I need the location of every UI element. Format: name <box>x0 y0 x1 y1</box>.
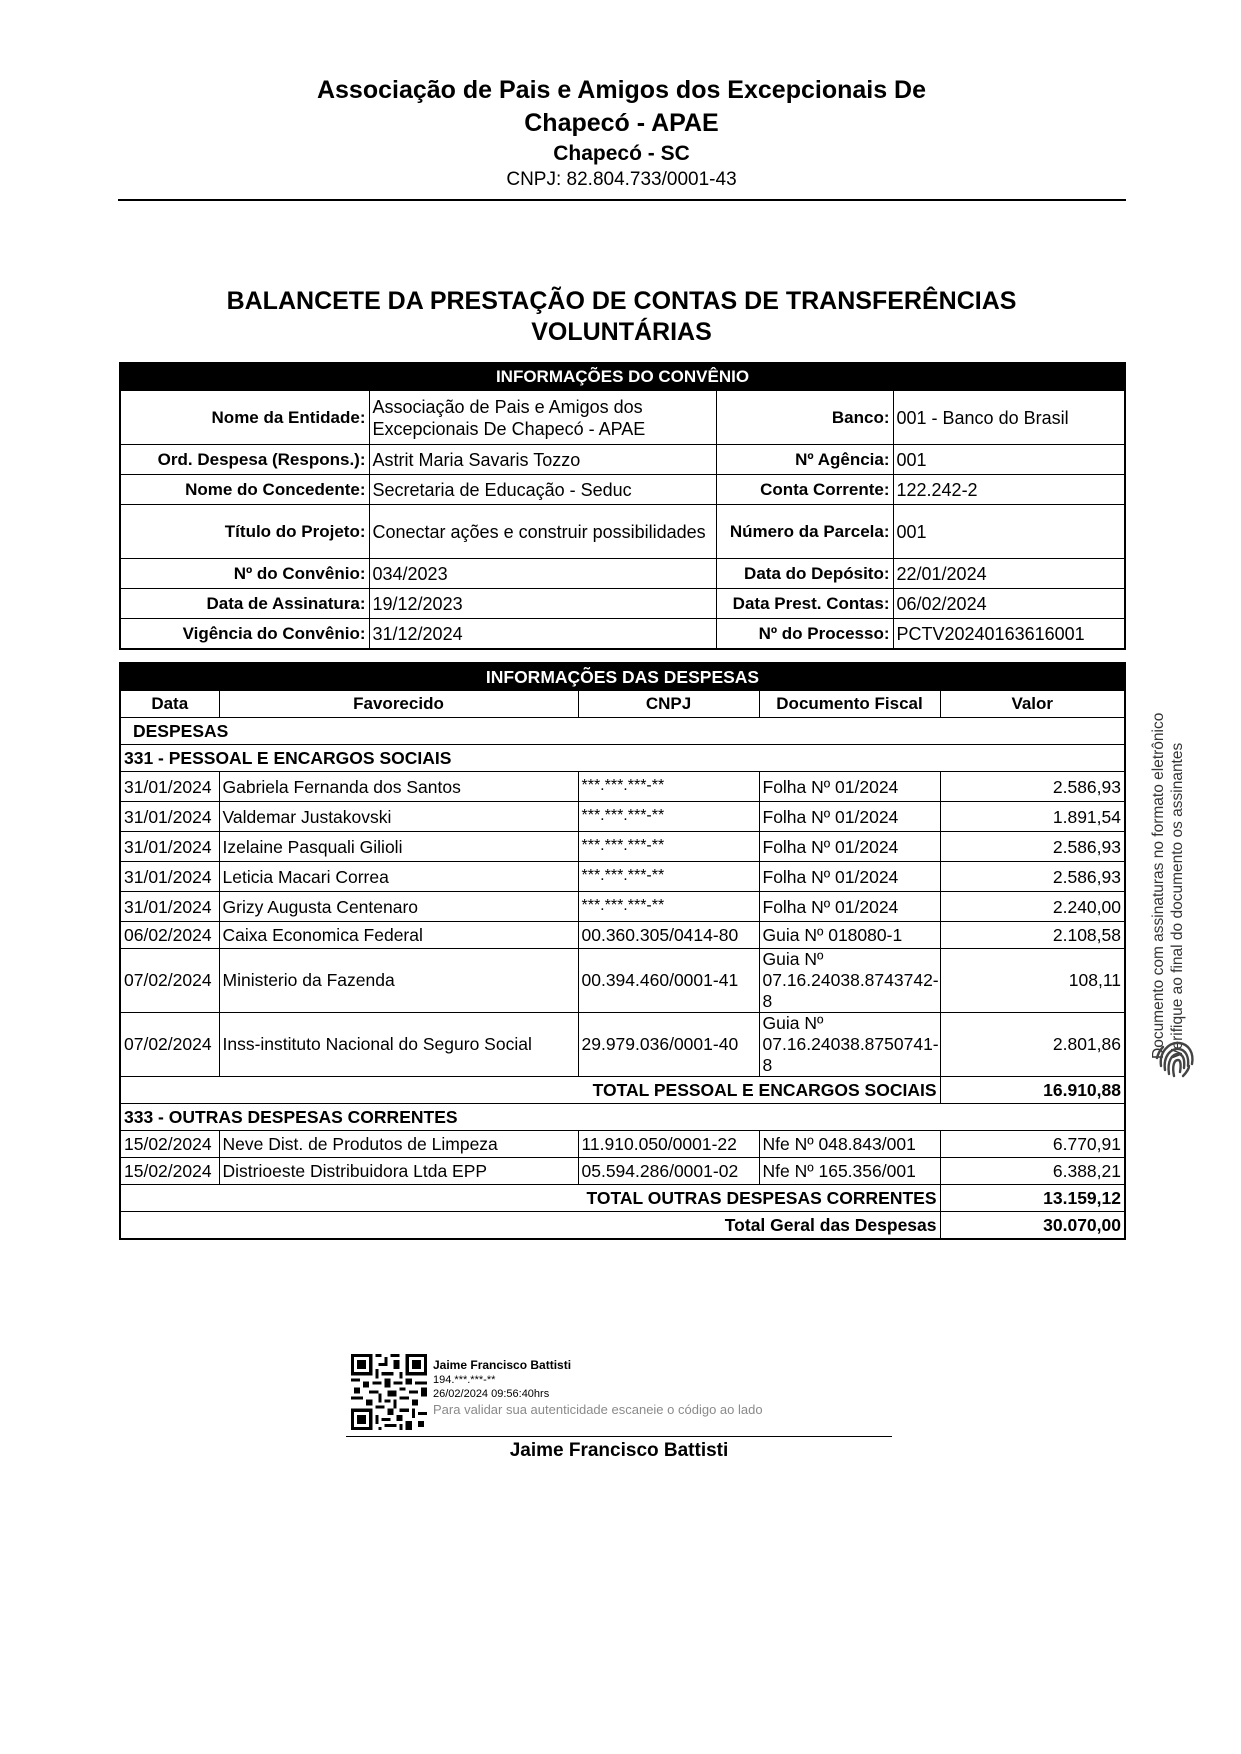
cell-documento: Nfe Nº 165.356/001 <box>759 1158 940 1185</box>
table-row <box>120 922 1125 949</box>
despesas-heading: INFORMAÇÕES DAS DESPESAS <box>120 663 1125 691</box>
header-divider <box>118 199 1126 201</box>
section-total-value: 16.910,88 <box>940 1077 1125 1104</box>
col-header-documento: Documento Fiscal <box>759 691 940 718</box>
value-data-deposito: 22/01/2024 <box>893 559 1125 589</box>
signer-cpf: 194.***.***-** <box>433 1374 496 1386</box>
value-ord-despesa: Astrit Maria Savaris Tozzo <box>369 445 716 475</box>
cell-cnpj: 11.910.050/0001-22 <box>578 1131 759 1158</box>
table-row <box>120 862 1125 892</box>
cell-favorecido: Ministerio da Fazenda <box>219 949 578 1013</box>
cell-data: 31/01/2024 <box>120 772 219 802</box>
value-titulo-projeto: Conectar ações e construir possibilidades <box>369 505 716 559</box>
despesas-table <box>119 662 1126 1240</box>
label-data-assinatura: Data de Assinatura: <box>120 589 369 619</box>
table-row <box>120 1131 1125 1158</box>
table-row <box>120 772 1125 802</box>
cell-data: 15/02/2024 <box>120 1158 219 1185</box>
group-label: DESPESAS <box>120 718 1125 745</box>
cell-data: 07/02/2024 <box>120 1013 219 1077</box>
col-header-favorecido: Favorecido <box>219 691 578 718</box>
cell-valor: 108,11 <box>940 949 1125 1013</box>
label-numero-parcela: Número da Parcela: <box>716 505 893 559</box>
value-data-assinatura: 19/12/2023 <box>369 589 716 619</box>
cell-documento: Folha Nº 01/2024 <box>759 832 940 862</box>
cell-cnpj: 00.360.305/0414-80 <box>578 922 759 949</box>
cell-data: 15/02/2024 <box>120 1131 219 1158</box>
grand-total-label: Total Geral das Despesas <box>120 1212 940 1240</box>
label-titulo-projeto: Título do Projeto: <box>120 505 369 559</box>
signer-name-small: Jaime Francisco Battisti <box>433 1358 572 1372</box>
cell-valor: 2.108,58 <box>940 922 1125 949</box>
col-header-cnpj: CNPJ <box>578 691 759 718</box>
section-title: 333 - OUTRAS DESPESAS CORRENTES <box>120 1104 1125 1131</box>
label-conta-corrente: Conta Corrente: <box>716 475 893 505</box>
cell-cnpj: 05.594.286/0001-02 <box>578 1158 759 1185</box>
cell-valor: 6.388,21 <box>940 1158 1125 1185</box>
label-data-prest-contas: Data Prest. Contas: <box>716 589 893 619</box>
value-numero-convenio: 034/2023 <box>369 559 716 589</box>
value-agencia: 001 <box>893 445 1125 475</box>
cell-favorecido: Izelaine Pasquali Gilioli <box>219 832 578 862</box>
section-title: 331 - PESSOAL E ENCARGOS SOCIAIS <box>120 745 1125 772</box>
label-ord-despesa: Ord. Despesa (Respons.): <box>120 445 369 475</box>
table-row <box>120 802 1125 832</box>
signature-block <box>346 1354 892 1444</box>
cell-favorecido: Leticia Macari Correa <box>219 862 578 892</box>
cell-data: 06/02/2024 <box>120 922 219 949</box>
cell-cnpj: ***.***.***-** <box>578 802 759 832</box>
value-nome-entidade: Associação de Pais e Amigos dos Excepcionais De Chapecó - APAE <box>369 391 716 445</box>
label-data-deposito: Data do Depósito: <box>716 559 893 589</box>
cell-documento: Folha Nº 01/2024 <box>759 862 940 892</box>
value-numero-processo: PCTV20240163616001 <box>893 619 1125 650</box>
e-signature-notice-line1: Documento com assinaturas no formato eletrônico <box>1150 712 1167 1059</box>
e-signature-notice <box>1148 598 1210 1078</box>
signer-name: Jaime Francisco Battisti <box>509 1440 729 1461</box>
cell-favorecido: Grizy Augusta Centenaro <box>219 892 578 922</box>
cell-documento: Folha Nº 01/2024 <box>759 802 940 832</box>
label-nome-entidade: Nome da Entidade: <box>120 391 369 445</box>
org-cnpj: CNPJ: 82.804.733/0001-43 <box>506 169 737 190</box>
value-data-prest-contas: 06/02/2024 <box>893 589 1125 619</box>
label-banco: Banco: <box>716 391 893 445</box>
cell-valor: 2.586,93 <box>940 832 1125 862</box>
col-header-valor: Valor <box>940 691 1125 718</box>
cell-valor: 2.801,86 <box>940 1013 1125 1077</box>
cell-favorecido: Caixa Economica Federal <box>219 922 578 949</box>
cell-documento: Guia Nº 018080-1 <box>759 922 940 949</box>
cell-cnpj: ***.***.***-** <box>578 832 759 862</box>
cell-documento: Guia Nº 07.16.24038.8743742-8 <box>759 949 940 1013</box>
cell-valor: 2.586,93 <box>940 772 1125 802</box>
cell-cnpj: ***.***.***-** <box>578 892 759 922</box>
cell-data: 31/01/2024 <box>120 832 219 862</box>
convenio-heading: INFORMAÇÕES DO CONVÊNIO <box>120 363 1125 391</box>
value-banco: 001 - Banco do Brasil <box>893 391 1125 445</box>
label-numero-convenio: Nº do Convênio: <box>120 559 369 589</box>
grand-total-value: 30.070,00 <box>940 1212 1125 1240</box>
table-row <box>120 1013 1125 1077</box>
value-conta-corrente: 122.242-2 <box>893 475 1125 505</box>
cell-documento: Folha Nº 01/2024 <box>759 772 940 802</box>
org-header <box>120 74 1123 192</box>
value-vigencia: 31/12/2024 <box>369 619 716 650</box>
cell-valor: 1.891,54 <box>940 802 1125 832</box>
section-total-label: TOTAL OUTRAS DESPESAS CORRENTES <box>120 1185 940 1212</box>
cell-valor: 2.586,93 <box>940 862 1125 892</box>
table-row <box>120 949 1125 1013</box>
cell-data: 31/01/2024 <box>120 862 219 892</box>
label-agencia: Nº Agência: <box>716 445 893 475</box>
cell-favorecido: Gabriela Fernanda dos Santos <box>219 772 578 802</box>
label-concedente: Nome do Concedente: <box>120 475 369 505</box>
cell-valor: 2.240,00 <box>940 892 1125 922</box>
org-name-line2: Chapecó - APAE <box>524 109 719 137</box>
section-total-label: TOTAL PESSOAL E ENCARGOS SOCIAIS <box>120 1077 940 1104</box>
value-numero-parcela: 001 <box>893 505 1125 559</box>
cell-favorecido: Neve Dist. de Produtos de Limpeza <box>219 1131 578 1158</box>
col-header-data: Data <box>120 691 219 718</box>
org-name-line1: Associação de Pais e Amigos dos Excepcionais De <box>316 76 927 104</box>
cell-cnpj: ***.***.***-** <box>578 862 759 892</box>
document-title <box>120 286 1123 348</box>
cell-documento: Guia Nº 07.16.24038.8750741-8 <box>759 1013 940 1077</box>
cell-cnpj: ***.***.***-** <box>578 772 759 802</box>
table-row <box>120 1158 1125 1185</box>
label-numero-processo: Nº do Processo: <box>716 619 893 650</box>
cell-documento: Nfe Nº 048.843/001 <box>759 1131 940 1158</box>
section-total-value: 13.159,12 <box>940 1185 1125 1212</box>
document-title-line2: VOLUNTÁRIAS <box>531 318 712 346</box>
cell-cnpj: 29.979.036/0001-40 <box>578 1013 759 1077</box>
cell-cnpj: 00.394.460/0001-41 <box>578 949 759 1013</box>
table-row <box>120 832 1125 862</box>
cell-favorecido: Valdemar Justakovski <box>219 802 578 832</box>
document-title-line1: BALANCETE DA PRESTAÇÃO DE CONTAS DE TRANSFERÊNCIAS <box>226 287 1017 315</box>
qr-code-icon[interactable] <box>351 1354 427 1430</box>
cell-data: 31/01/2024 <box>120 892 219 922</box>
signature-timestamp: 26/02/2024 09:56:40hrs <box>433 1388 550 1400</box>
cell-data: 31/01/2024 <box>120 802 219 832</box>
table-row <box>120 892 1125 922</box>
e-signature-notice-line2: Verifique ao final do documento os assinantes <box>1169 742 1186 1059</box>
validation-note: Para validar sua autenticidade escaneie o código ao lado <box>433 1402 763 1417</box>
convenio-table <box>119 362 1126 650</box>
fingerprint-icon <box>1153 1036 1199 1082</box>
cell-data: 07/02/2024 <box>120 949 219 1013</box>
signature-line <box>346 1436 892 1437</box>
org-city: Chapecó - SC <box>553 142 690 165</box>
label-vigencia: Vigência do Convênio: <box>120 619 369 650</box>
value-concedente: Secretaria de Educação - Seduc <box>369 475 716 505</box>
cell-documento: Folha Nº 01/2024 <box>759 892 940 922</box>
cell-favorecido: Distrioeste Distribuidora Ltda EPP <box>219 1158 578 1185</box>
cell-valor: 6.770,91 <box>940 1131 1125 1158</box>
cell-favorecido: Inss-instituto Nacional do Seguro Social <box>219 1013 578 1077</box>
